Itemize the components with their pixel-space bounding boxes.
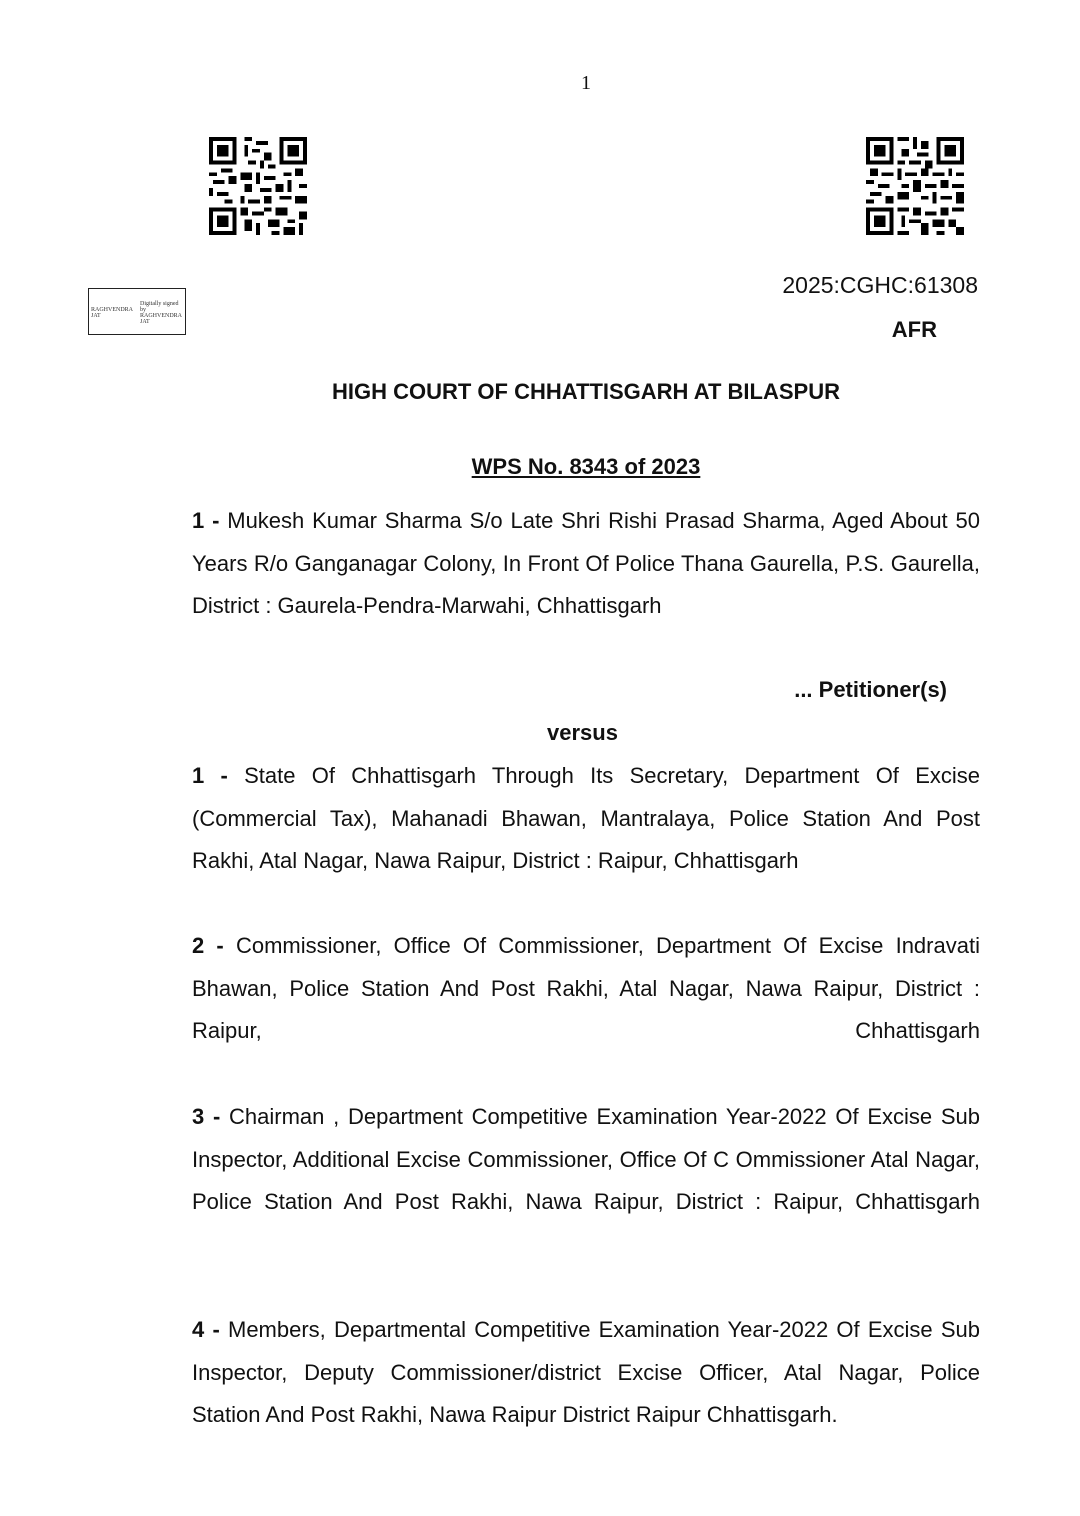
party-number: 3 - — [192, 1104, 221, 1129]
qr-code-icon — [209, 137, 307, 235]
respondent-3 — [192, 1096, 980, 1224]
party-text: Commissioner, Office Of Commissioner, Department Of Excise Indravati Bhawan, Police Station And Post Rakhi, Atal Nagar, Nawa Raipur, District : Raipur, Chhattisgarh — [192, 933, 980, 1043]
party-number: 2 - — [192, 933, 224, 958]
party-text: Members, Departmental Competitive Examination Year-2022 Of Excise Sub Inspector, Deputy Commissioner/district Excise Officer, Atal Nagar, Police Station And Post Rakhi, Nawa Raipur District Raipur Chhattisgarh. — [192, 1317, 980, 1427]
qr-code-icon — [866, 137, 964, 235]
court-title: HIGH COURT OF CHHATTISGARH AT BILASPUR — [331, 379, 840, 404]
case-number: WPS No. 8343 of 2023 — [471, 454, 701, 479]
party-number: 4 - — [192, 1317, 220, 1342]
petitioner-details — [192, 500, 980, 628]
party-text: State Of Chhattisgarh Through Its Secretary, Department Of Excise (Commercial Tax), Mahanadi Bhawan, Mantralaya, Police Station And Post Rakhi, Atal Nagar, Nawa Raipur, District : Raipur, Chhattisgarh — [192, 763, 980, 873]
respondent-4 — [192, 1309, 980, 1437]
page-number: 1 — [581, 72, 591, 94]
stamp-signed-text: Digitally signed by RAGHVENDRA JAT — [140, 301, 182, 325]
party-text: Chairman , Department Competitive Examination Year-2022 Of Excise Sub Inspector, Additional Excise Commissioner, Office Of C Ommissioner Atal Nagar, Police Station And Post Rakhi, Nawa Raipur, District : Raipur, Chhattisgarh — [192, 1104, 980, 1214]
party-number: 1 - — [192, 763, 228, 788]
respondent-2 — [192, 925, 980, 1053]
digital-signature-stamp — [88, 288, 186, 335]
petitioner-label: ... Petitioner(s) — [794, 677, 947, 702]
afr-label: AFR — [891, 317, 937, 342]
party-number: 1 - — [192, 508, 220, 533]
neutral-citation: 2025:CGHC:61308 — [782, 272, 978, 298]
respondent-1 — [192, 755, 980, 883]
stamp-signer: RAGHVENDRA JAT — [91, 307, 133, 319]
versus-label: versus — [547, 720, 618, 745]
party-text: Mukesh Kumar Sharma S/o Late Shri Rishi Prasad Sharma, Aged About 50 Years R/o Ganganagar Colony, In Front Of Police Thana Gaurella, P.S. Gaurella, District : Gaurela-Pendra-Marwahi, Chhattisgarh — [192, 508, 980, 618]
